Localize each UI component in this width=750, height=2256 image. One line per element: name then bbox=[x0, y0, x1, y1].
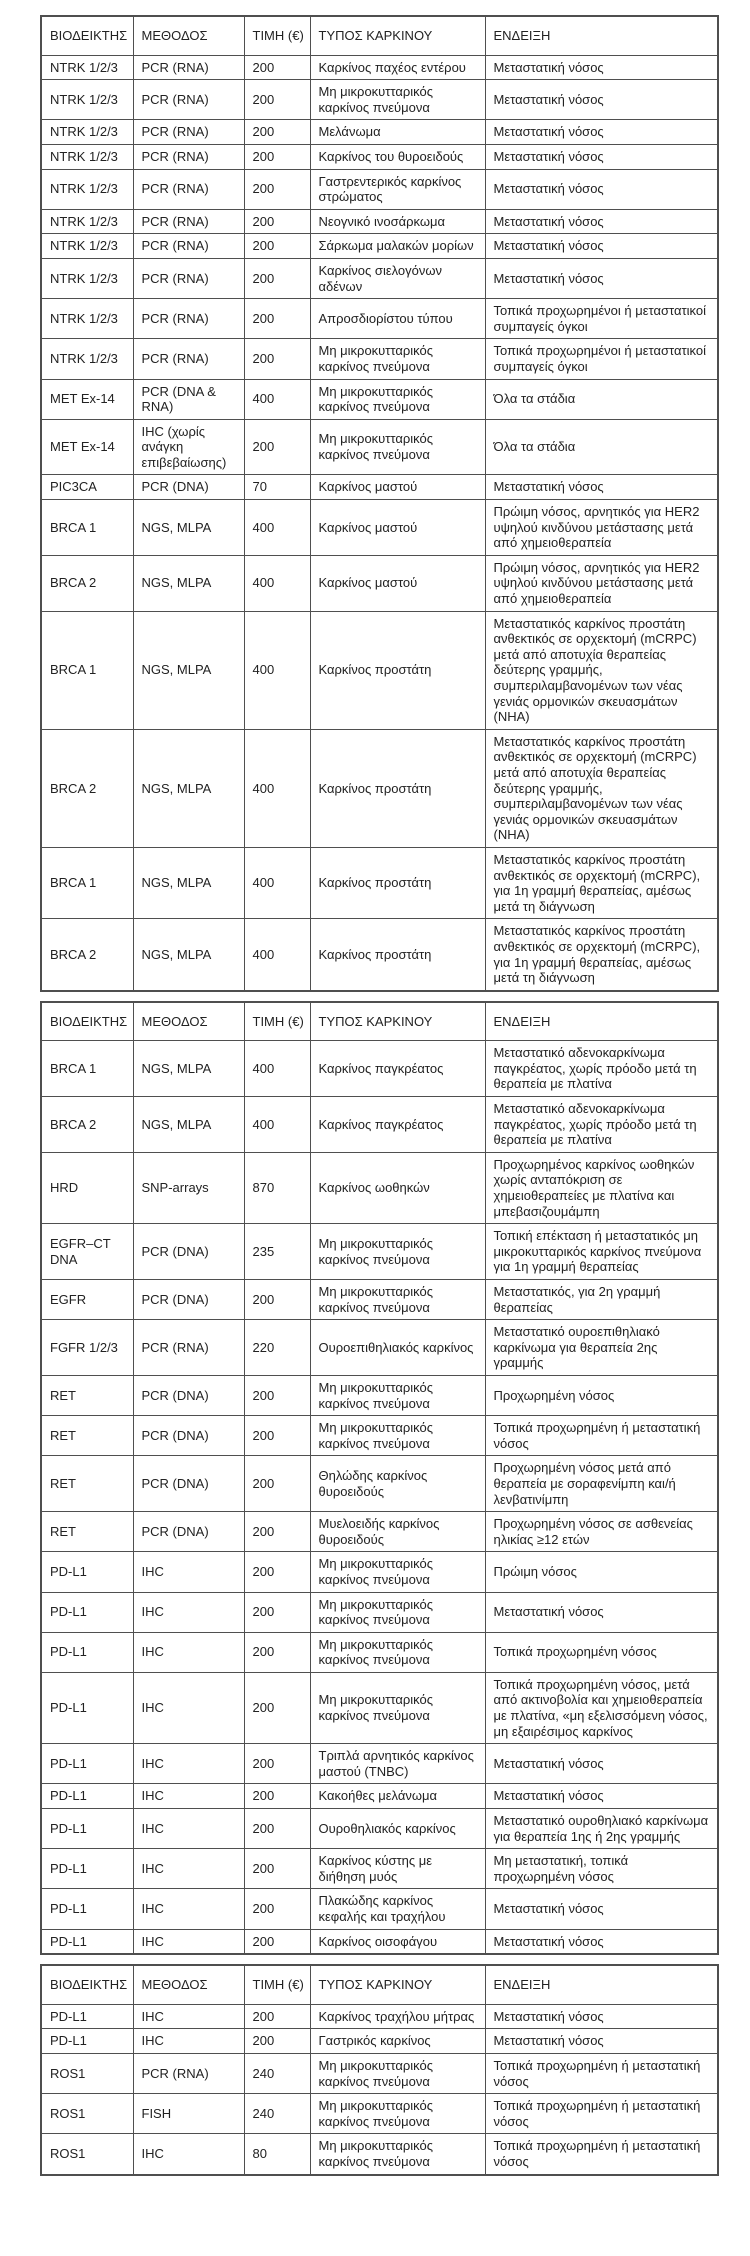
cell-cancer-type: Καρκίνος παχέος εντέρου bbox=[310, 55, 485, 80]
cell-price: 200 bbox=[244, 299, 310, 339]
cell-price: 400 bbox=[244, 1041, 310, 1097]
column-header-indication: ΕΝΔΕΙΞΗ bbox=[485, 1965, 718, 2004]
cell-price: 200 bbox=[244, 1889, 310, 1929]
cell-indication: Τοπικά προχωρημένη ή μεταστατική νόσος bbox=[485, 2134, 718, 2175]
cell-indication: Μεταστατικό ουροεπιθηλιακό καρκίνωμα για θεραπεία 2ης γραμμής bbox=[485, 1320, 718, 1376]
cell-biomarker: BRCA 2 bbox=[41, 555, 133, 611]
table-row bbox=[41, 1889, 718, 1929]
cell-biomarker: BRCA 1 bbox=[41, 847, 133, 918]
cell-biomarker: PD-L1 bbox=[41, 1744, 133, 1784]
cell-biomarker: RET bbox=[41, 1416, 133, 1456]
cell-indication: Μεταστατική νόσος bbox=[485, 475, 718, 500]
cell-method: IHC bbox=[133, 1672, 244, 1743]
cell-biomarker: RET bbox=[41, 1375, 133, 1415]
column-header-cancer-type: ΤΥΠΟΣ ΚΑΡΚΙΝΟΥ bbox=[310, 1002, 485, 1041]
cell-price: 400 bbox=[244, 555, 310, 611]
cell-cancer-type: Καρκίνος προστάτη bbox=[310, 919, 485, 991]
column-header-price: ΤΙΜΗ (€) bbox=[244, 16, 310, 55]
cell-price: 240 bbox=[244, 2053, 310, 2093]
table-row bbox=[41, 2094, 718, 2134]
cell-price: 200 bbox=[244, 80, 310, 120]
cell-price: 400 bbox=[244, 919, 310, 991]
table-row bbox=[41, 144, 718, 169]
cell-biomarker: PD-L1 bbox=[41, 1929, 133, 1954]
cell-indication: Τοπικά προχωρημένη ή μεταστατική νόσος bbox=[485, 2094, 718, 2134]
cell-biomarker: PD-L1 bbox=[41, 1849, 133, 1889]
cell-indication: Μεταστατική νόσος bbox=[485, 1592, 718, 1632]
table-row bbox=[41, 2029, 718, 2054]
column-header-price: ΤΙΜΗ (€) bbox=[244, 1002, 310, 1041]
cell-biomarker: NTRK 1/2/3 bbox=[41, 169, 133, 209]
cell-method: PCR (DNA) bbox=[133, 1375, 244, 1415]
cell-method: PCR (RNA) bbox=[133, 339, 244, 379]
cell-cancer-type: Καρκίνος κύστης με διήθηση μυός bbox=[310, 1849, 485, 1889]
cell-biomarker: BRCA 2 bbox=[41, 1097, 133, 1153]
cell-method: SNP-arrays bbox=[133, 1152, 244, 1223]
cell-indication: Μεταστατική νόσος bbox=[485, 1784, 718, 1809]
cell-biomarker: BRCA 1 bbox=[41, 1041, 133, 1097]
cell-biomarker: NTRK 1/2/3 bbox=[41, 120, 133, 145]
cell-biomarker: NTRK 1/2/3 bbox=[41, 55, 133, 80]
biomarker-price-table-1 bbox=[40, 15, 719, 992]
cell-cancer-type: Καρκίνος μαστού bbox=[310, 500, 485, 556]
cell-biomarker: MET Ex-14 bbox=[41, 379, 133, 419]
cell-cancer-type: Μη μικροκυτταρικός καρκίνος πνεύμονα bbox=[310, 1632, 485, 1672]
cell-biomarker: NTRK 1/2/3 bbox=[41, 299, 133, 339]
table-row bbox=[41, 729, 718, 847]
cell-cancer-type: Καρκίνος τραχήλου μήτρας bbox=[310, 2004, 485, 2029]
cell-indication: Μεταστατικός καρκίνος προστάτη ανθεκτικός σε ορχεκτομή (mCRPC), για 1η γραμμή θεραπείας, αμέσως μετά τη διάγνωση bbox=[485, 847, 718, 918]
cell-method: PCR (RNA) bbox=[133, 2053, 244, 2093]
cell-cancer-type: Καρκίνος παγκρέατος bbox=[310, 1097, 485, 1153]
cell-indication: Μεταστατικός, για 2η γραμμή θεραπείας bbox=[485, 1280, 718, 1320]
cell-cancer-type: Μη μικροκυτταρικός καρκίνος πνεύμονα bbox=[310, 1552, 485, 1592]
cell-method: PCR (DNA) bbox=[133, 1456, 244, 1512]
table-row bbox=[41, 2004, 718, 2029]
cell-method: PCR (DNA & RNA) bbox=[133, 379, 244, 419]
table-row bbox=[41, 919, 718, 991]
table-row bbox=[41, 1375, 718, 1415]
cell-indication: Μη μεταστατική, τοπικά προχωρημένη νόσος bbox=[485, 1849, 718, 1889]
table-row bbox=[41, 234, 718, 259]
column-header-cancer-type: ΤΥΠΟΣ ΚΑΡΚΙΝΟΥ bbox=[310, 16, 485, 55]
cell-cancer-type: Σάρκωμα μαλακών μορίων bbox=[310, 234, 485, 259]
cell-method: NGS, MLPA bbox=[133, 1097, 244, 1153]
table-row bbox=[41, 209, 718, 234]
cell-cancer-type: Καρκίνος μαστού bbox=[310, 555, 485, 611]
cell-cancer-type: Μη μικροκυτταρικός καρκίνος πνεύμονα bbox=[310, 80, 485, 120]
cell-cancer-type: Νεογνικό ινοσάρκωμα bbox=[310, 209, 485, 234]
cell-indication: Μεταστατικό αδενοκαρκίνωμα παγκρέατος, χωρίς πρόοδο μετά τη θεραπεία με πλατίνα bbox=[485, 1041, 718, 1097]
cell-method: NGS, MLPA bbox=[133, 555, 244, 611]
cell-indication: Μεταστατικός καρκίνος προστάτη ανθεκτικός σε ορχεκτομή (mCRPC), για 1η γραμμή θεραπείας, αμέσως μετά τη διάγνωση bbox=[485, 919, 718, 991]
cell-biomarker: EGFR–CT DNA bbox=[41, 1224, 133, 1280]
table-row bbox=[41, 555, 718, 611]
cell-method: IHC bbox=[133, 2004, 244, 2029]
cell-price: 200 bbox=[244, 55, 310, 80]
cell-cancer-type: Μη μικροκυτταρικός καρκίνος πνεύμονα bbox=[310, 1280, 485, 1320]
cell-indication: Όλα τα στάδια bbox=[485, 379, 718, 419]
header-row bbox=[41, 1965, 718, 2004]
cell-biomarker: NTRK 1/2/3 bbox=[41, 339, 133, 379]
cell-method: IHC bbox=[133, 1889, 244, 1929]
cell-indication: Μεταστατική νόσος bbox=[485, 234, 718, 259]
cell-biomarker: NTRK 1/2/3 bbox=[41, 258, 133, 298]
cell-cancer-type: Μη μικροκυτταρικός καρκίνος πνεύμονα bbox=[310, 1416, 485, 1456]
cell-price: 200 bbox=[244, 1512, 310, 1552]
cell-price: 200 bbox=[244, 339, 310, 379]
table-row bbox=[41, 611, 718, 729]
cell-biomarker: BRCA 2 bbox=[41, 919, 133, 991]
cell-price: 400 bbox=[244, 611, 310, 729]
cell-price: 200 bbox=[244, 1375, 310, 1415]
cell-indication: Τοπικά προχωρημένοι ή μεταστατικοί συμπαγείς όγκοι bbox=[485, 339, 718, 379]
cell-price: 80 bbox=[244, 2134, 310, 2175]
cell-cancer-type: Καρκίνος σιελογόνων αδένων bbox=[310, 258, 485, 298]
cell-price: 400 bbox=[244, 500, 310, 556]
cell-biomarker: ROS1 bbox=[41, 2134, 133, 2175]
cell-cancer-type: Μη μικροκυτταρικός καρκίνος πνεύμονα bbox=[310, 419, 485, 475]
cell-biomarker: RET bbox=[41, 1512, 133, 1552]
column-header-method: ΜΕΘΟΔΟΣ bbox=[133, 1002, 244, 1041]
cell-method: PCR (RNA) bbox=[133, 55, 244, 80]
cell-biomarker: MET Ex-14 bbox=[41, 419, 133, 475]
cell-method: IHC bbox=[133, 1632, 244, 1672]
cell-biomarker: NTRK 1/2/3 bbox=[41, 209, 133, 234]
cell-method: NGS, MLPA bbox=[133, 847, 244, 918]
cell-price: 200 bbox=[244, 144, 310, 169]
table-row bbox=[41, 120, 718, 145]
cell-method: PCR (RNA) bbox=[133, 144, 244, 169]
cell-price: 200 bbox=[244, 1744, 310, 1784]
cell-cancer-type: Μη μικροκυτταρικός καρκίνος πνεύμονα bbox=[310, 379, 485, 419]
cell-indication: Μεταστατική νόσος bbox=[485, 55, 718, 80]
cell-method: IHC bbox=[133, 1849, 244, 1889]
cell-price: 200 bbox=[244, 258, 310, 298]
cell-cancer-type: Καρκίνος οισοφάγου bbox=[310, 1929, 485, 1954]
column-header-biomarker: ΒΙΟΔΕΙΚΤΗΣ bbox=[41, 1002, 133, 1041]
cell-cancer-type: Γαστρικός καρκίνος bbox=[310, 2029, 485, 2054]
cell-method: PCR (DNA) bbox=[133, 1280, 244, 1320]
cell-price: 200 bbox=[244, 419, 310, 475]
cell-price: 200 bbox=[244, 2004, 310, 2029]
cell-indication: Τοπικά προχωρημένη νόσος bbox=[485, 1632, 718, 1672]
cell-biomarker: NTRK 1/2/3 bbox=[41, 80, 133, 120]
cell-price: 235 bbox=[244, 1224, 310, 1280]
cell-price: 200 bbox=[244, 1849, 310, 1889]
cell-indication: Μεταστατικό ουροθηλιακό καρκίνωμα για θεραπεία 1ης ή 2ης γραμμής bbox=[485, 1809, 718, 1849]
cell-price: 200 bbox=[244, 209, 310, 234]
biomarker-price-table-2 bbox=[40, 1001, 719, 1956]
cell-biomarker: PD-L1 bbox=[41, 1632, 133, 1672]
cell-indication: Προχωρημένη νόσος σε ασθενείας ηλικίας ≥12 ετών bbox=[485, 1512, 718, 1552]
column-header-method: ΜΕΘΟΔΟΣ bbox=[133, 16, 244, 55]
column-header-price: ΤΙΜΗ (€) bbox=[244, 1965, 310, 2004]
biomarker-price-table-3 bbox=[40, 1964, 719, 2175]
cell-biomarker: ROS1 bbox=[41, 2053, 133, 2093]
cell-method: IHC bbox=[133, 1929, 244, 1954]
cell-indication: Πρώιμη νόσος bbox=[485, 1552, 718, 1592]
cell-method: PCR (RNA) bbox=[133, 1320, 244, 1376]
cell-indication: Μεταστατική νόσος bbox=[485, 1744, 718, 1784]
cell-price: 400 bbox=[244, 1097, 310, 1153]
cell-indication: Μεταστατική νόσος bbox=[485, 1929, 718, 1954]
table-row bbox=[41, 2053, 718, 2093]
cell-method: IHC bbox=[133, 1809, 244, 1849]
cell-biomarker: NTRK 1/2/3 bbox=[41, 144, 133, 169]
column-header-biomarker: ΒΙΟΔΕΙΚΤΗΣ bbox=[41, 1965, 133, 2004]
table-row bbox=[41, 1672, 718, 1743]
cell-indication: Μεταστατική νόσος bbox=[485, 2004, 718, 2029]
cell-indication: Προχωρημένη νόσος μετά από θεραπεία με σοραφενίμπη και/ή λενβατινίμπη bbox=[485, 1456, 718, 1512]
cell-indication: Μεταστατική νόσος bbox=[485, 258, 718, 298]
cell-method: PCR (DNA) bbox=[133, 1416, 244, 1456]
table-row bbox=[41, 299, 718, 339]
table-row bbox=[41, 1280, 718, 1320]
cell-cancer-type: Καρκίνος παγκρέατος bbox=[310, 1041, 485, 1097]
cell-price: 240 bbox=[244, 2094, 310, 2134]
cell-method: IHC bbox=[133, 2134, 244, 2175]
cell-method: IHC bbox=[133, 2029, 244, 2054]
cell-biomarker: PD-L1 bbox=[41, 1809, 133, 1849]
cell-cancer-type: Γαστρεντερικός καρκίνος στρώματος bbox=[310, 169, 485, 209]
cell-price: 220 bbox=[244, 1320, 310, 1376]
cell-biomarker: PIC3CA bbox=[41, 475, 133, 500]
cell-biomarker: PD-L1 bbox=[41, 1784, 133, 1809]
cell-cancer-type: Μη μικροκυτταρικός καρκίνος πνεύμονα bbox=[310, 1672, 485, 1743]
cell-method: PCR (DNA) bbox=[133, 475, 244, 500]
cell-cancer-type: Απροσδιορίστου τύπου bbox=[310, 299, 485, 339]
cell-cancer-type: Μη μικροκυτταρικός καρκίνος πνεύμονα bbox=[310, 2134, 485, 2175]
cell-method: PCR (RNA) bbox=[133, 120, 244, 145]
header-row bbox=[41, 1002, 718, 1041]
cell-price: 200 bbox=[244, 1552, 310, 1592]
cell-indication: Μεταστατική νόσος bbox=[485, 80, 718, 120]
cell-method: NGS, MLPA bbox=[133, 500, 244, 556]
cell-indication: Προχωρημένη νόσος bbox=[485, 1375, 718, 1415]
table-row bbox=[41, 339, 718, 379]
cell-biomarker: PD-L1 bbox=[41, 1672, 133, 1743]
cell-price: 200 bbox=[244, 1456, 310, 1512]
cell-cancer-type: Καρκίνος προστάτη bbox=[310, 847, 485, 918]
cell-method: PCR (RNA) bbox=[133, 80, 244, 120]
cell-price: 200 bbox=[244, 1632, 310, 1672]
cell-price: 400 bbox=[244, 847, 310, 918]
cell-cancer-type: Μη μικροκυτταρικός καρκίνος πνεύμονα bbox=[310, 2094, 485, 2134]
cell-method: IHC bbox=[133, 1784, 244, 1809]
cell-indication: Μεταστατική νόσος bbox=[485, 120, 718, 145]
cell-indication: Μεταστατική νόσος bbox=[485, 2029, 718, 2054]
cell-price: 200 bbox=[244, 1929, 310, 1954]
cell-indication: Μεταστατική νόσος bbox=[485, 1889, 718, 1929]
table-row bbox=[41, 1809, 718, 1849]
cell-method: PCR (RNA) bbox=[133, 258, 244, 298]
cell-method: IHC bbox=[133, 1552, 244, 1592]
cell-indication: Τοπικά προχωρημένοι ή μεταστατικοί συμπαγείς όγκοι bbox=[485, 299, 718, 339]
cell-price: 200 bbox=[244, 1592, 310, 1632]
cell-indication: Τοπικά προχωρημένη ή μεταστατική νόσος bbox=[485, 1416, 718, 1456]
table-row bbox=[41, 55, 718, 80]
cell-biomarker: PD-L1 bbox=[41, 2004, 133, 2029]
table-row bbox=[41, 1041, 718, 1097]
cell-biomarker: PD-L1 bbox=[41, 1592, 133, 1632]
cell-price: 400 bbox=[244, 729, 310, 847]
cell-cancer-type: Ουροθηλιακός καρκίνος bbox=[310, 1809, 485, 1849]
cell-cancer-type: Καρκίνος προστάτη bbox=[310, 729, 485, 847]
cell-method: PCR (DNA) bbox=[133, 1224, 244, 1280]
column-header-method: ΜΕΘΟΔΟΣ bbox=[133, 1965, 244, 2004]
cell-method: FISH bbox=[133, 2094, 244, 2134]
table-row bbox=[41, 475, 718, 500]
cell-biomarker: PD-L1 bbox=[41, 1552, 133, 1592]
cell-price: 200 bbox=[244, 1672, 310, 1743]
table-row bbox=[41, 2134, 718, 2175]
cell-price: 200 bbox=[244, 169, 310, 209]
cell-biomarker: ROS1 bbox=[41, 2094, 133, 2134]
table-row bbox=[41, 1152, 718, 1223]
cell-indication: Προχωρημένος καρκίνος ωοθηκών χωρίς ανταπόκριση σε χημειοθεραπείες με πλατίνα και μπεβασιζουμάμπη bbox=[485, 1152, 718, 1223]
cell-cancer-type: Καρκίνος ωοθηκών bbox=[310, 1152, 485, 1223]
table-row bbox=[41, 500, 718, 556]
cell-cancer-type: Μυελοειδής καρκίνος θυροειδούς bbox=[310, 1512, 485, 1552]
cell-method: IHC bbox=[133, 1592, 244, 1632]
cell-cancer-type: Κακοήθες μελάνωμα bbox=[310, 1784, 485, 1809]
table-row bbox=[41, 1097, 718, 1153]
cell-price: 200 bbox=[244, 234, 310, 259]
table-row bbox=[41, 1456, 718, 1512]
table-row bbox=[41, 419, 718, 475]
table-row bbox=[41, 847, 718, 918]
table-row bbox=[41, 1224, 718, 1280]
cell-price: 870 bbox=[244, 1152, 310, 1223]
cell-cancer-type: Μη μικροκυτταρικός καρκίνος πνεύμονα bbox=[310, 1375, 485, 1415]
table-row bbox=[41, 1512, 718, 1552]
cell-indication: Μεταστατική νόσος bbox=[485, 209, 718, 234]
column-header-biomarker: ΒΙΟΔΕΙΚΤΗΣ bbox=[41, 16, 133, 55]
cell-price: 200 bbox=[244, 1809, 310, 1849]
cell-biomarker: NTRK 1/2/3 bbox=[41, 234, 133, 259]
cell-price: 200 bbox=[244, 2029, 310, 2054]
cell-method: NGS, MLPA bbox=[133, 919, 244, 991]
cell-cancer-type: Καρκίνος μαστού bbox=[310, 475, 485, 500]
cell-cancer-type: Καρκίνος του θυροειδούς bbox=[310, 144, 485, 169]
column-header-indication: ΕΝΔΕΙΞΗ bbox=[485, 1002, 718, 1041]
column-header-indication: ΕΝΔΕΙΞΗ bbox=[485, 16, 718, 55]
cell-price: 200 bbox=[244, 1280, 310, 1320]
cell-method: NGS, MLPA bbox=[133, 1041, 244, 1097]
cell-method: PCR (RNA) bbox=[133, 209, 244, 234]
cell-method: NGS, MLPA bbox=[133, 611, 244, 729]
cell-cancer-type: Θηλώδης καρκίνος θυροειδούς bbox=[310, 1456, 485, 1512]
cell-biomarker: BRCA 2 bbox=[41, 729, 133, 847]
cell-cancer-type: Μη μικροκυτταρικός καρκίνος πνεύμονα bbox=[310, 1592, 485, 1632]
cell-method: NGS, MLPA bbox=[133, 729, 244, 847]
cell-indication: Μεταστατική νόσος bbox=[485, 144, 718, 169]
cell-indication: Μεταστατικό αδενοκαρκίνωμα παγκρέατος, χωρίς πρόοδο μετά τη θεραπεία με πλατίνα bbox=[485, 1097, 718, 1153]
cell-biomarker: PD-L1 bbox=[41, 2029, 133, 2054]
cell-biomarker: RET bbox=[41, 1456, 133, 1512]
column-header-cancer-type: ΤΥΠΟΣ ΚΑΡΚΙΝΟΥ bbox=[310, 1965, 485, 2004]
cell-indication: Τοπικά προχωρημένη ή μεταστατική νόσος bbox=[485, 2053, 718, 2093]
cell-price: 200 bbox=[244, 1784, 310, 1809]
cell-indication: Μεταστατικός καρκίνος προστάτη ανθεκτικός σε ορχεκτομή (mCRPC) μετά από αποτυχία θεραπείας δεύτερης γραμμής, συμπεριλαμβανομένων των νέας γενιάς ορμονικών σκευασμάτων (NHA) bbox=[485, 611, 718, 729]
table-row bbox=[41, 80, 718, 120]
cell-cancer-type: Ουροεπιθηλιακός καρκίνος bbox=[310, 1320, 485, 1376]
cell-method: PCR (RNA) bbox=[133, 234, 244, 259]
table-row bbox=[41, 1416, 718, 1456]
cell-price: 70 bbox=[244, 475, 310, 500]
cell-biomarker: EGFR bbox=[41, 1280, 133, 1320]
cell-indication: Όλα τα στάδια bbox=[485, 419, 718, 475]
table-row bbox=[41, 258, 718, 298]
cell-biomarker: PD-L1 bbox=[41, 1889, 133, 1929]
cell-price: 200 bbox=[244, 120, 310, 145]
cell-biomarker: BRCA 1 bbox=[41, 500, 133, 556]
cell-cancer-type: Πλακώδης καρκίνος κεφαλής και τραχήλου bbox=[310, 1889, 485, 1929]
cell-indication: Πρώιμη νόσος, αρνητικός για HER2 υψηλού κινδύνου μετάστασης μετά από χημειοθεραπεία bbox=[485, 555, 718, 611]
cell-method: IHC (χωρίς ανάγκη επιβεβαίωσης) bbox=[133, 419, 244, 475]
cell-price: 200 bbox=[244, 1416, 310, 1456]
header-row bbox=[41, 16, 718, 55]
table-row bbox=[41, 169, 718, 209]
table-row bbox=[41, 1320, 718, 1376]
cell-biomarker: FGFR 1/2/3 bbox=[41, 1320, 133, 1376]
cell-indication: Μεταστατικός καρκίνος προστάτη ανθεκτικός σε ορχεκτομή (mCRPC) μετά από αποτυχία θεραπείας δεύτερης γραμμής, συμπεριλαμβανομένων των νέας γενιάς ορμονικών σκευασμάτων (NHA) bbox=[485, 729, 718, 847]
table-row bbox=[41, 1552, 718, 1592]
cell-cancer-type: Καρκίνος προστάτη bbox=[310, 611, 485, 729]
table-row bbox=[41, 1632, 718, 1672]
table-row bbox=[41, 1849, 718, 1889]
cell-cancer-type: Μη μικροκυτταρικός καρκίνος πνεύμονα bbox=[310, 2053, 485, 2093]
cell-indication: Πρώιμη νόσος, αρνητικός για HER2 υψηλού κινδύνου μετάστασης μετά από χημειοθεραπεία bbox=[485, 500, 718, 556]
cell-price: 400 bbox=[244, 379, 310, 419]
cell-method: IHC bbox=[133, 1744, 244, 1784]
cell-cancer-type: Μη μικροκυτταρικός καρκίνος πνεύμονα bbox=[310, 1224, 485, 1280]
cell-indication: Τοπικά προχωρημένη νόσος, μετά από ακτινοβολία και χημειοθεραπεία με πλατίνα, «μη εξελισσόμενη νόσος, μη εξαιρέσιμος καρκίνος bbox=[485, 1672, 718, 1743]
table-row bbox=[41, 1929, 718, 1954]
cell-biomarker: HRD bbox=[41, 1152, 133, 1223]
cell-cancer-type: Μελάνωμα bbox=[310, 120, 485, 145]
cell-cancer-type: Τριπλά αρνητικός καρκίνος μαστού (TNBC) bbox=[310, 1744, 485, 1784]
cell-indication: Μεταστατική νόσος bbox=[485, 169, 718, 209]
cell-method: PCR (RNA) bbox=[133, 299, 244, 339]
cell-biomarker: BRCA 1 bbox=[41, 611, 133, 729]
table-row bbox=[41, 379, 718, 419]
cell-method: PCR (RNA) bbox=[133, 169, 244, 209]
cell-method: PCR (DNA) bbox=[133, 1512, 244, 1552]
cell-cancer-type: Μη μικροκυτταρικός καρκίνος πνεύμονα bbox=[310, 339, 485, 379]
table-row bbox=[41, 1784, 718, 1809]
table-row bbox=[41, 1744, 718, 1784]
cell-indication: Τοπική επέκταση ή μεταστατικός μη μικροκυτταρικός καρκίνος πνεύμονα για 1η γραμμή θεραπείας bbox=[485, 1224, 718, 1280]
table-row bbox=[41, 1592, 718, 1632]
